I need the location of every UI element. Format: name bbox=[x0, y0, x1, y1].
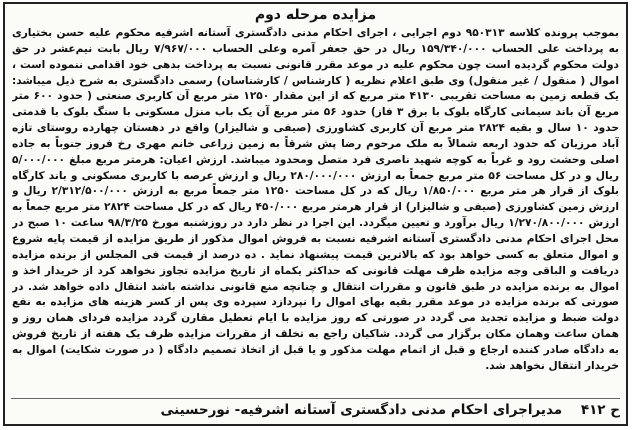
notice-reference: ح ۴۱۲ bbox=[580, 402, 620, 418]
notice-signature bbox=[11, 398, 620, 421]
notice-title: مزایده مرحله دوم bbox=[254, 7, 377, 23]
auction-notice bbox=[3, 2, 628, 426]
signatory: مدیراجرای احکام مدنی دادگستری آستانه اشرفیه- نورحسینی bbox=[160, 402, 563, 418]
notice-body: بموجب پرونده کلاسه ۹۵۰۳۱۳ دوم اجرایی ، اجرای احکام مدنی دادگستری آستانه اشرفیه محکوم علیه حسن بختیاری به پرداخت علی الحساب ۱۵۹/۳۴۰/۰۰۰ ریال در حق جعفر آمره وعلی الحساب ۷/۹۶۷/۰۰۰ ریال بابت نیم‌عشر در حق دولت محکوم گردیده است چون محکوم علیه در موعد مقرر قانونی نسبت به پرداخت بدهی خود اقدامی ننموده است ، اموال ( منقول / غیر منقول) وی طبق اعلام نظریه ( کارشناس / کارشناسان) رسمی دادگستری به شرح ذیل میباشد: یک قطعه زمین به مساحت تقریبی ۴۱۳۰ متر مربع که از این مقدار ۱۲۵۰ متر مربع آن کاربری صنعتی ( حدود ۶۰۰ متر مربع آن باند سیمانی کارگاه بلوک با برق ۳ فاز) حدود ۵۶ متر مربع آن یک باب منزل مسکونی با سنگ بلوک با قدمتی حدود ۱۰ سال و بقیه ۲۸۲۴ متر مربع آن کاربری کشاورزی (صیفی و شالیزار) واقع در دهستان چهارده روستای تازه آباد مرزیان که حدود اربعه شمالاً به ملک مرحوم رضا پش شرقاً به زمین زراعی خانم مهری رخ فروز جنوباً به جاده اصلی وحشت رود و غرباً به کوچه شهید ناصری فرد متصل ومحدود میباشد. ارزش اعیان: هرمتر مربع مبلغ ۵/۰۰۰/۰۰۰ ریال و در کل مساحت ۵۶ متر مربع جمعاً به ارزش ۲۸۰/۰۰۰/۰۰۰ ریال و ارزش عرصه با کاربری مسکونی و باند کارگاه بلوک از قرار هر متر مربع ۱/۸۵۰/۰۰۰ ریال که در کل مساحت ۱۲۵۰ متر جمعاً مربع به ارزش ۲/۳۱۲/۵۰۰/۰۰۰ ریال و ارزش زمین کشاورزی (صیفی و شالیزار) از قرار هرمتر مربع ۴۵۰/۰۰۰ ریال که در کل مساحت ۲۸۲۴ متر مربع جمعاً به ارزش ۱/۲۷۰/۸۰۰/۰۰۰ ریال برآورد و تعیین میگردد. این اجرا در نظر دارد در روزشنبه مورخ ۹۸/۳/۲۵ ساعت ۱۰ صبح در محل اجرای احکام مدنی دادگستری آستانه اشرفیه نسبت به فروش اموال مذکور از طریق مزایده از قیمت پایه شروع و اموال متعلق به کسی خواهد بود که بالاترین قیمت پیشنهاد نماید . ده درصد از قیمت فی المجلس از برنده مزایده دریافت و الباقی وجه مزایده ظرف مهلت قانونی که حداکثر یکماه از تاریخ مزایده تجاوز نخواهد کرد از خریدار اخذ و اموال به برنده مزایده در طبق قانون و مقررات انتقال و چنانچه منع قانونی نداشته باشد انتقال داده خواهد شد. در صورتی که برنده مزایده در موعد مقرر بقیه بهای اموال را نپردازد سپرده وی پس از کسر هزینه های مزایده به نفع دولت ضبط و مزایده تجدید می گردد در صورتی که روز مزایده با ایام تعطیل مقارن گردد مزایده فردای همان روز و همان ساعت وهمان مکان برگزار می گردد. شاکیان راجع به تخلف از مقررات مزایده ظرف یک هفته از تاریخ فروش به دادگاه صادر کننده ارجاع و قبل از اتمام مهلت مذکور و یا قبل از اتخاذ تصمیم دادگاه ( در صورت شکایت) اموال به خریدار انتقال نخواهد شد. bbox=[12, 27, 619, 372]
